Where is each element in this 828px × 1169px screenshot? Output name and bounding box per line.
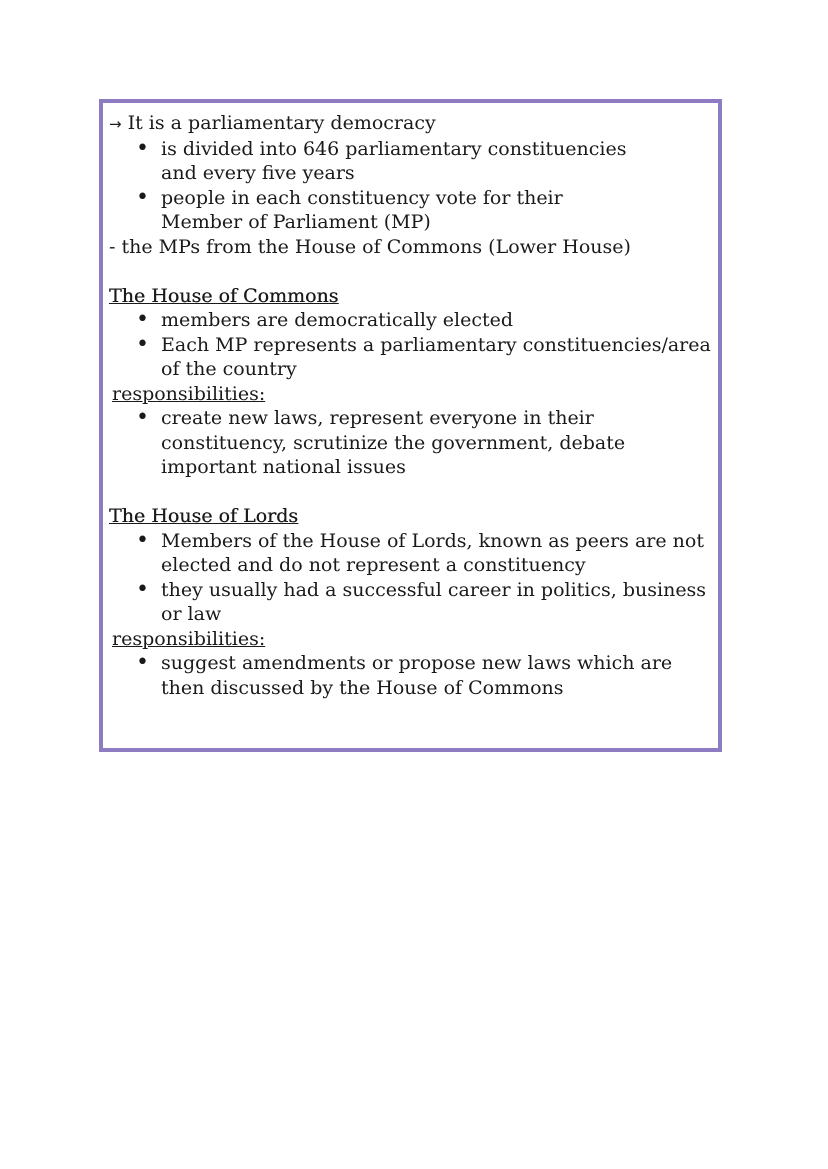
list-item-text: • suggest amendments or propose new laws which are then discussed by the House of Commons xyxy=(161,652,673,699)
commons-bullet-list xyxy=(109,308,718,382)
list-item xyxy=(109,308,721,333)
intro-text: It is a parliamentary democracy xyxy=(127,112,436,134)
list-item-text: • Members of the House of Lords, known as peers are not elected and do not represent a constituency xyxy=(161,529,704,576)
list-item xyxy=(109,186,631,235)
responsibilities-label-commons: responsibilities: xyxy=(112,382,266,405)
list-item-text: • they usually had a successful career in politics, business or law xyxy=(161,578,707,625)
list-item xyxy=(109,333,721,382)
arrow-right-icon: → xyxy=(109,115,122,133)
list-item-text: • is divided into 646 parliamentary constituencies and every five years xyxy=(161,137,627,184)
list-item-text: • create new laws, represent everyone in their constituency, scrutinize the government, debate important national issues xyxy=(161,407,626,478)
intro-line xyxy=(109,111,718,137)
list-item xyxy=(109,406,661,480)
list-item xyxy=(109,651,721,700)
list-item-text: • people in each constituency vote for their Member of Parliament (MP) xyxy=(161,186,563,233)
list-item-text: • members are democratically elected xyxy=(161,309,514,331)
list-item xyxy=(109,529,706,578)
dash-line: - the MPs from the House of Commons (Lower House) xyxy=(109,235,631,258)
commons-responsibilities-list xyxy=(109,406,718,480)
lords-responsibilities-list xyxy=(109,651,718,700)
intro-bullet-list xyxy=(109,137,718,235)
spacer xyxy=(109,259,718,284)
list-item xyxy=(109,578,721,627)
list-item-text: • Each MP represents a parliamentary constituencies/area of the country xyxy=(161,333,711,380)
spacer xyxy=(109,480,718,505)
section-heading-commons: The House of Commons xyxy=(109,284,339,307)
notes-box xyxy=(99,99,722,752)
lords-bullet-list xyxy=(109,529,718,627)
section-heading-lords: The House of Lords xyxy=(109,505,299,527)
responsibilities-label-lords: responsibilities: xyxy=(112,627,266,650)
list-item xyxy=(109,137,631,186)
